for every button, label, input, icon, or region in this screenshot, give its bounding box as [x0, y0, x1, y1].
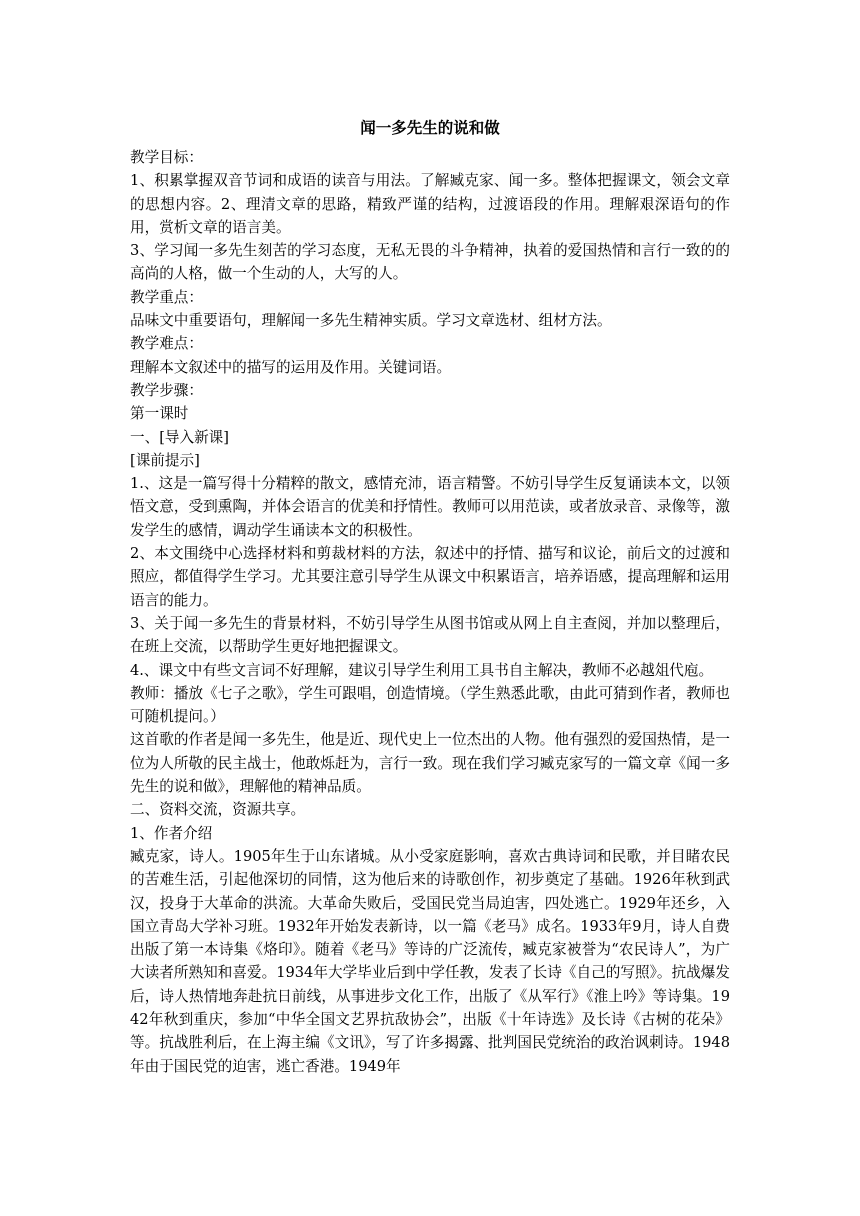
paragraph-intro: 这首歌的作者是闻一多先生，他是近、现代史上一位杰出的人物。他有强烈的爱国热情，是一位为人所敬的民主战士，他敢烁赶为，言行一致。现在我们学习臧克家写的一篇文章《闻一多先生的说和做》，理解他的精神品质。 [130, 731, 730, 796]
paragraph-teacher: 教师：播放《七子之歌》，学生可跟唱，创造情境。（学生熟悉此歌，由此可猜到作者，教师也可随机提问。） [130, 684, 730, 726]
paragraph-tip-3: 3、关于闻一多先生的背景材料，不妨引导学生从图书馆或从网上自主查阅，并加以整理后，在班上交流，以帮助学生更好地把握课文。 [130, 614, 730, 656]
paragraph-steps-heading: 教学步骤： [130, 381, 203, 399]
paragraph-difficulties-heading: 教学难点： [130, 335, 203, 353]
paragraph-difficulties: 理解本文叙述中的描写的运用及作用。关键词语。 [130, 358, 452, 376]
paragraph-objectives-heading: 教学目标： [130, 149, 203, 166]
document-body [130, 116, 730, 1078]
paragraph-first-lesson: 第一课时 [130, 405, 189, 423]
paragraph-tip-2: 2、本文围绕中心选择材料和剪裁材料的方法，叙述中的抒情、描写和议论，前后文的过渡和照应，都值得学生学习。尤其要注意引导学生从课文中积累语言，培养语感，提高理解和运用语言的能力。 [130, 545, 730, 609]
paragraph-objective-1: 1、积累掌握双音节词和成语的读音与用法。了解臧克家、闻一多。整体把握课文，领会文章的思想内容。2、理清文章的思路，精致严谨的结构，过渡语段的作用。理解艰深语句的作用，赏析文章的语言美。 [130, 172, 730, 236]
paragraph-tip-1: 1.、这是一篇写得十分精粹的散文，感情充沛，语言精警。不妨引导学生反复诵读本文，以领悟文意，受到熏陶，并体会语言的优美和抒情性。教师可以用范读，或者放录音、录像等，激发学生的感情，调动学生诵读本文的积极性。 [130, 475, 730, 539]
paragraph-tip-4: 4.、课文中有些文言词不好理解，建议引导学生利用工具书自主解决，教师不必越俎代庖。 [130, 661, 714, 679]
paragraph-key-points-heading: 教学重点： [130, 288, 203, 306]
paragraph-author-heading: 1、作者介绍 [130, 824, 213, 842]
paragraph-objective-3: 3、学习闻一多先生刻苦的学习态度，无私无畏的斗争精神，执着的爱国热情和言行一致的的高尚的人格，做一个生动的人，大写的人。 [130, 242, 730, 283]
paragraph-pre-class-tips: [课前提示] [130, 451, 200, 469]
paragraph-section-one: 一、[导入新课] [130, 428, 229, 446]
paragraph-key-points: 品味文中重要语句，理解闻一多先生精神实质。学习文章选材、组材方法。 [130, 312, 612, 330]
paragraph-author-bio: 臧克家，诗人。1905年生于山东诸城。从小受家庭影响，喜欢古典诗词和民歌，并目睹农民的苦难生活，引起他深切的同情，这为他后来的诗歌创作，初步奠定了基础。1926年秋到武汉，投身于大革命的洪流。大革命失败后，受国民党当局迫害，四处逃亡。1929年还乡，入国立青岛大学补习班。1932年开始发表新诗，以一篇《老马》成名。1933年9月，诗人自费出版了第一本诗集《烙印》。随着《老马》等诗的广泛流传，臧克家被誉为“农民诗人”，为广大读者所熟知和喜爱。1934年大学毕业后到中学任教，发表了长诗《自己的写照》。抗战爆发后，诗人热情地奔赴抗日前线，从事进步文化工作，出版了《从军行》《淮上吟》等诗集。1942年秋到重庆，参加“中华全国文艺界抗敌协会”，出版《十年诗选》及长诗《古树的花朵》等。抗战胜利后，在上海主编《文讯》，写了许多揭露、批判国民党统治的政治讽刺诗。1948年由于国民党的迫害，逃亡香港。1949年 [130, 847, 730, 1075]
document-title: 闻一多先生的说和做 [360, 118, 500, 137]
paragraph-section-two: 二、资料交流，资源共享。 [130, 801, 306, 819]
